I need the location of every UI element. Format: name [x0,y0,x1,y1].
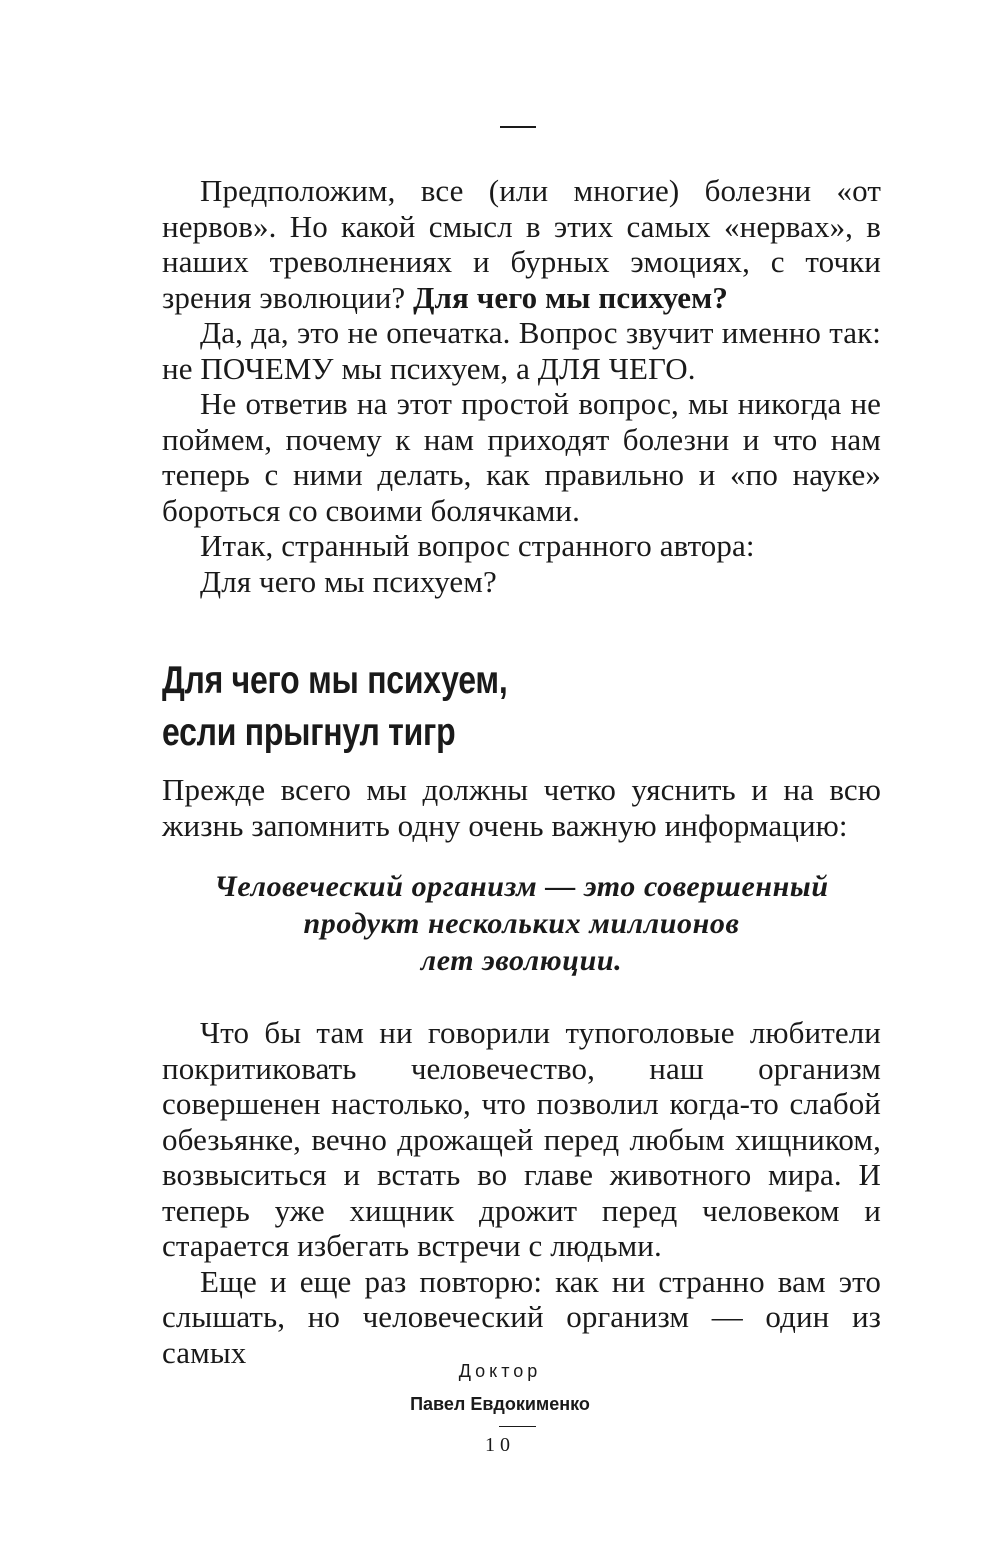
footer-author: Павел Евдокименко [410,1394,590,1414]
paragraph-1-bold-question: Для чего мы психуем? [413,279,728,315]
quote-line-1: Человеческий организм — это совершенный [214,870,829,903]
paragraph-6: Что бы там ни говорили тупоголовые любители покритиковать человечество, наш организм совершенен настолько, что позволил когда-то слабой обезьянке, вечно дрожащей перед любым хищником, возвыситься и встать во главе животного мира. И теперь уже хищник дрожит перед человеком и старается избегать встречи с людьми. [162,1015,881,1263]
quote-line-2: продукт нескольких миллионов [303,907,740,940]
highlight-quote [162,868,881,979]
section-heading-line-1: Для чего мы психуем, [162,659,508,702]
paragraph-4: Итак, странный вопрос странного автора: [200,528,755,563]
footer-label: Доктор [458,1361,542,1381]
quote-line-3: лет эволюции. [420,944,623,977]
intro-text [162,173,881,599]
footer-rule [499,1426,536,1427]
lead-text [162,772,881,843]
page-number: 10 [485,1434,515,1456]
paragraph-1 [162,173,881,315]
paragraph-2: Да, да, это не опечатка. Вопрос звучит именно так: не ПОЧЕМУ мы психуем, а ДЛЯ ЧЕГО. [162,315,881,386]
body-text [162,1015,881,1370]
top-dash-rule [500,126,536,128]
paragraph-3: Не ответив на этот простой вопрос, мы никогда не поймем, почему к нам приходят болезни и что нам теперь с ними делать, как правильно и «по науке» бороться со своими болячками. [162,386,881,528]
lead-paragraph: Прежде всего мы должны четко уяснить и на всю жизнь запомнить одну очень важную информацию: [162,772,881,843]
paragraph-5: Для чего мы психуем? [200,563,497,599]
section-heading [162,655,736,759]
paragraph-1-text: Предположим, все (или многие) болезни «от нервов». Но какой смысл в этих самых «нервах», в наших треволнениях и бурных эмоциях, с точки зрения эволюции? [162,173,881,315]
section-heading-line-2: если прыгнул тигр [162,711,456,754]
paragraph-7: Еще и еще раз повторю: как ни странно вам это слышать, но человеческий организм — один из самых [162,1263,881,1370]
